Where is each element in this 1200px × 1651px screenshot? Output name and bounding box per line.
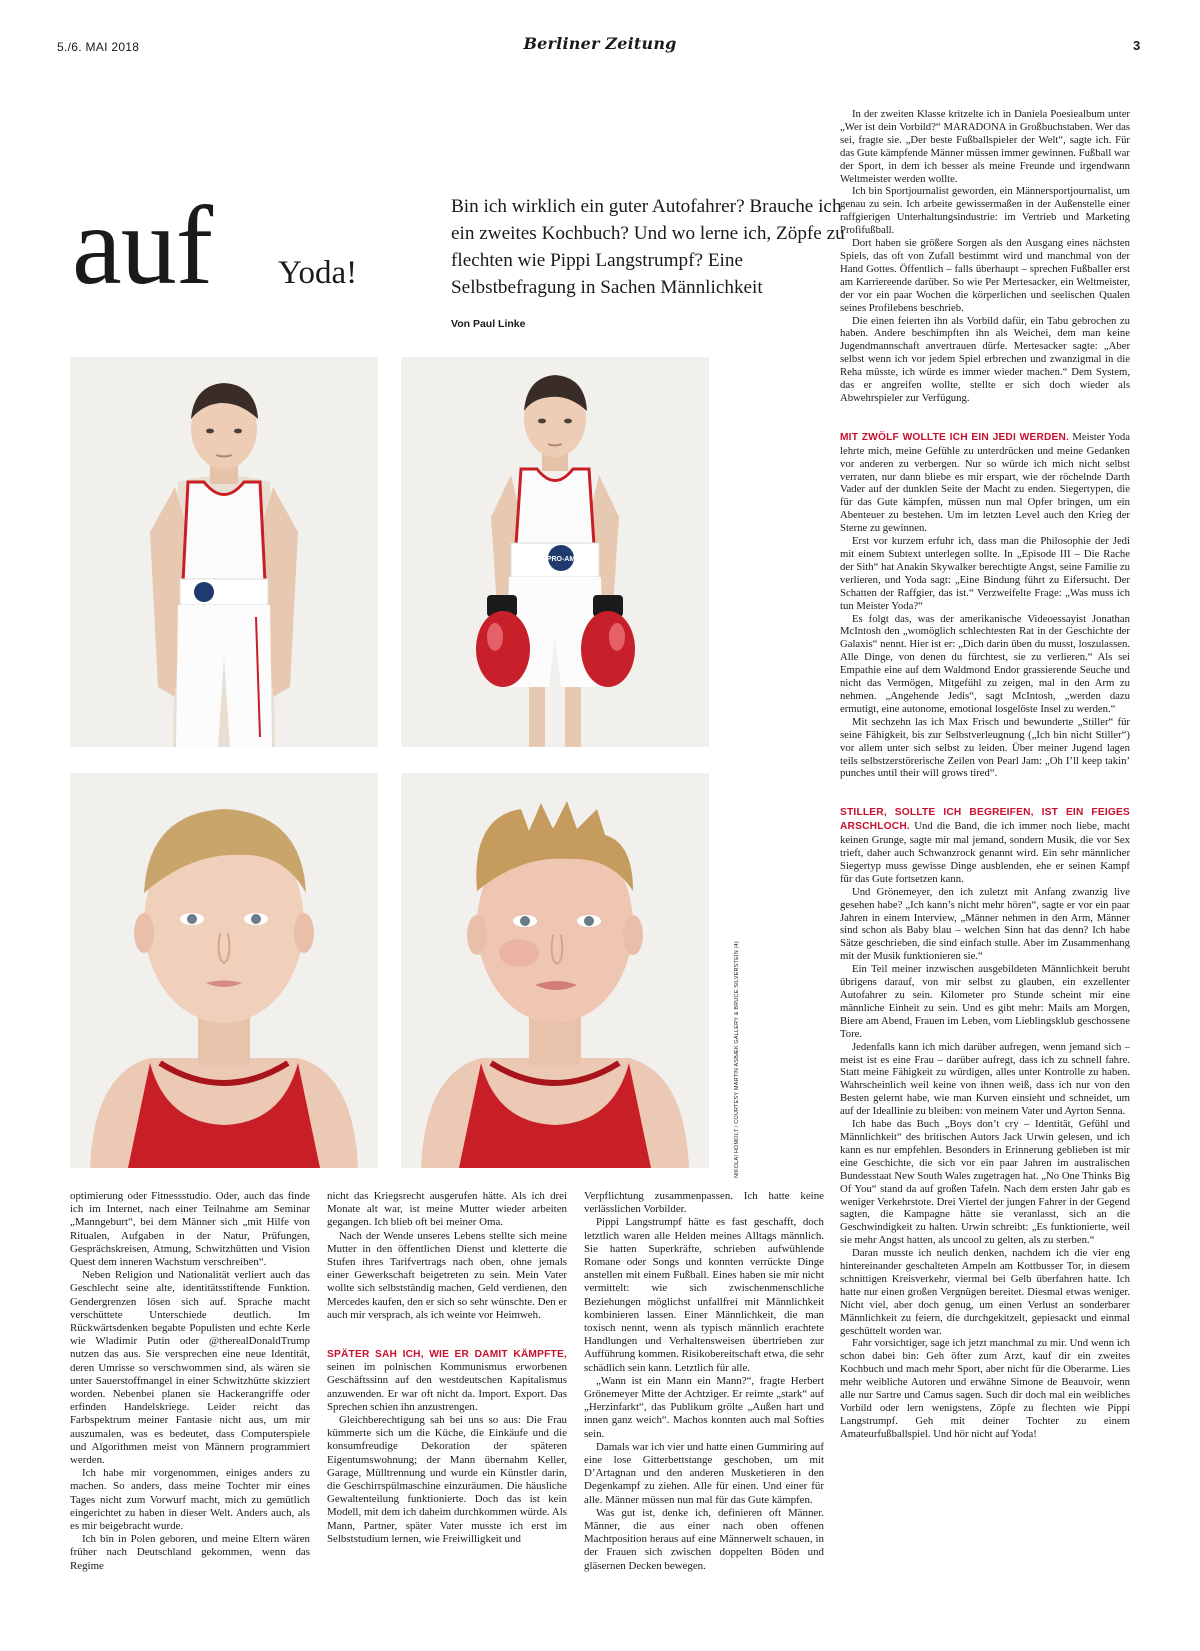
paragraph [327, 1348, 567, 1414]
headline-main: auf [72, 184, 213, 308]
section-lead-in: STILLER, SOLLTE ICH BEGREIFEN, IST EIN FEIGES ARSCHLOCH. [840, 807, 1130, 833]
paragraph: Ich habe das Buch „Boys don’t cry – Identität, Gefühl und Männlichkeit“ des britischen Autors Jack Urwin gelesen, und ich kann es nur empfehlen. Besonders in Erinnerung geblieben ist mir eine Geschichte, die sich vor ein paar Jahren im australischen Bundesstaat New South Wales zugetragen hat. „No One Thinks Big Of You“ stand da auf großen Tafeln. Nach dem ersten Jahr gab es weniger Verkehrstote. Drei Viertel der jungen Fahrer in der Gegend sagten, die Kampagne hätte sie veranlasst, sich an die Geschwindigkeit zu halten. Urwin schreibt: „Es funktionierte, weil sie mehr Angst hatten, als uncool zu gelten, als zu sterben.“ [840, 1118, 1130, 1247]
paragraph: In der zweiten Klasse kritzelte ich in Daniela Poesiealbum unter „Wer ist dein Vorbild?“ MARADONA in Großbuchstaben. Wer das sei, fragte sie. „Der beste Fußballspieler der Welt“, sagte ich. Für das Gute kämpfende Männer müssen immer gewinnen. Fußball war der Sport, in dem ich besser als meine Freunde und irgendwann Weltmeister werden wollte. [840, 108, 1130, 185]
paragraph [840, 431, 1130, 535]
paragraph: Daran musste ich neulich denken, nachdem ich die vier eng hintereinander geschalteten Ampeln am Kottbusser Tor, in diesem schnittigen Kreisverkehr, viermal bei Gelb überfahren hatte. Ich hatte nur einen großen Vergnügen bereitet. Diesmal etwas weniger. Nicht viel, aber doch genug, um einen Verlust an sonderbarer Männlichkeit zu feiern, die durchgekitzelt, gepiesackt und einmal geschüttelt worden war. [840, 1247, 1130, 1337]
paragraph-text: Und die Band, die ich immer noch liebe, macht keinen Grunge, sagte mir mal jemand, sondern Musik, die vor Sex trieft, daher auch Schwanzrock genannt wird. Ein sehr männlicher Siegertyp muss gewisse Dinge ausblenden, ehe er seinen Kampf für das Gute fortsetzen kann. [840, 820, 1130, 885]
paragraph: Verpflichtung zusammenpassen. Ich hatte keine verlässlichen Vorbilder. [584, 1190, 824, 1216]
section-lead-in: MIT ZWÖLF WOLLTE ICH EIN JEDI WERDEN. [840, 431, 1070, 443]
article-column-3 [584, 1190, 824, 1573]
paragraph: Erst vor kurzem erfuhr ich, dass man die Philosophie der Jedi mit einem Subtext unterlegen sollte. In „Episode III – Die Rache der Sith“ hat Anakin Skywalker berechtigte Angst, seine Familie zu verlieren, und Yoda sagt: „Eine Bindung führt zu Eifersucht. Der Schatten der Raffgier, das ist.“ Verzweifelte Frage: „Was muss ich tun Meister Yoda?“ [840, 535, 1130, 612]
belt-text: PRO-AM [546, 556, 576, 563]
photo-blond-boy-portrait [70, 773, 378, 1168]
page-date: 5./6. MAI 2018 [57, 40, 140, 54]
paragraph: Die einen feierten ihn als Vorbild dafür, ein Tabu gebrochen zu haben. Andere beschimpften ihn als Weichei, dem man keine Jugendmannschaft anvertrauen dürfe. Mertesacker sagte: „Aber selbst wenn ich vor jedem Spiel erbrechen und zwanzigmal in die Reha müsste, ich würde es immer wieder machen.“ Dem System, das er angreifen wollte, stellte er sich doch wieder als Abwehrspieler zur Verfügung. [840, 314, 1130, 404]
paragraph: Dort haben sie größere Sorgen als den Ausgang eines nächsten Spiels, das oft von Zufall bestimmt wird und manchmal von der Hand Gottes. Öffentlich – falls überhaupt – sprechen Fußballer erst am Karriereende darüber. So wie Per Mertesacker, ein Weltmeister, der vor ein paar Wochen die körperlichen und seelischen Qualen seines Profilebens beschrieb. [840, 237, 1130, 314]
article-column-4 [840, 108, 1130, 1441]
paragraph: Was gut ist, denke ich, definieren oft Männer. Männer, die aus einer nach oben offenen Machtposition heraus auf eine Männerwelt schauen, in der Frauen sich zwischen doppelten Böden und gläsernen Decken bewegen. [584, 1506, 824, 1572]
paragraph: „Wann ist ein Mann ein Mann?“, fragte Herbert Grönemeyer Mitte der Achtziger. Er reimte „stark“ auf „Herzinfarkt“, das Publikum grölte „Außen hart und innen ganz weich“. Machos konnten auch mal Softies sein. [584, 1374, 824, 1440]
headline-secondary: Yoda! [278, 255, 358, 291]
paragraph: Jedenfalls kann ich mich darüber aufregen, wenn jemand sich – meist ist es eine Frau – darüber aufregt, dass ich zu schnell fahre. Statt meine Fähigkeit zu würdigen, alles unter Kontrolle zu haben. Wahrscheinlich weil keine von ihnen weiß, dass ich nur von den Besten gelernt habe, wie man Kurven einsieht und schneidet, um auf der Ideallinie zu bleiben: von meinem Vater und Ayrton Senna. [840, 1040, 1130, 1118]
paragraph: Mit sechzehn las ich Max Frisch und bewunderte „Stiller“ für seine Fähigkeit, bis zur Selbstverleugnung („Ich bin nicht Stiller“) vor allem unter sich selbst zu leiden. Über meiner Jugend lagen teils selbstzerstörerische Zeilen von Pearl Jam: „Oh I’ll keep takin’ punches until their will grows tired“. [840, 715, 1130, 780]
paragraph: Ich bin in Polen geboren, und meine Eltern wären früher nach Deutschland gekommen, wenn das Regime [70, 1533, 310, 1572]
paragraph: optimierung oder Fitnessstudio. Oder, auch das finde ich im Internet, nach einer Teilnahme am Seminar „Manngeburt“, bei dem Männer sich „mit Hilfe von Ritualen, Aufgaben in der Natur, Prüfungen, Gesprächskreisen, Atmung, Schwitzhütten und Vision Quest dem inneren Wachstum verschreiben“. [70, 1190, 310, 1269]
paragraph-text: Meister Yoda lehrte mich, meine Gefühle zu unterdrücken und meine Gedanken vor anderen zu verbergen. Nur so würde ich mich nicht selbst verraten, nur dann bliebe es mir erspart, wie der röchelnde Darth Vader auf der dunklen Seite der Macht zu enden. Siegertypen, die für das Gute kämpfen, müssen nun mal Opfer bringen, um ein Abenteuer zu bestehen. Um im letzten Level auch den Krieg der Sterne zu gewinnen. [840, 430, 1130, 535]
paragraph: Gleichberechtigung sah bei uns so aus: Die Frau kümmerte sich um die Küche, die Einkäufe und die konsumfreudige Dekoration der späteren Eigentumswohnung; der Mann übernahm Keller, Garage, Mülltrennung und wurde ein Künstler darin, die Geschirrspülmaschine einzuräumen. Die häusliche Gewaltenteilung funktionierte. Doch das ist kein Modell, mit dem ich daheim durchkommen würde. Als Mann, Partner, später Vater musste ich erst im Selbststudium lernen, wie Freiwilligkeit und [327, 1414, 567, 1545]
paragraph: Pippi Langstrumpf hätte es fast geschafft, doch letztlich waren alle Helden meines Alltags männlich. Sie hatten Superkräfte, schrieben aufwühlende Romane oder Songs und konnten verrückte Dinge anstellen mit einem Fußball. Eines haben sie mir nicht vermittelt: wie sich zwischenmenschliche Beziehungen möglichst unfallfrei mit Männlichkeit kombinieren lassen. Einer Männlichkeit, die man toxisch nennt, wenn als typisch männlich erachtete Handlungen und Verhaltensweisen übertrieben zur Aufführung kommen. Risikobereitschaft etwa, die sehr schädlich sein kann. Letztlich für alle. [584, 1216, 824, 1374]
paragraph: nicht das Kriegsrecht ausgerufen hätte. Als ich drei Monate alt war, ist meine Mutter wieder arbeiten gegangen. Ich blieb oft bei meiner Oma. [327, 1190, 567, 1229]
article-column-1 [70, 1190, 310, 1573]
paragraph: Ich bin Sportjournalist geworden, ein Männersportjournalist, um genau zu sein. Ich arbeite gewissermaßen in der Außenstelle einer raffgierigen Unterhaltungsindustrie: im Vertrieb und Marketing Profifußball. [840, 185, 1130, 237]
paragraph: Fahr vorsichtiger, sage ich jetzt manchmal zu mir. Und wenn ich schon dabei bin: Geh öfter zum Arzt, kauf dir ein zweites Kochbuch und mach mehr Sport, aber nicht für die Oberarme. Lies mehr weibliche Autoren und erwähne Simone de Beauvoir, wenn alle nur Sartre und Camus sagen. Such dir doch mal ein weibliches Vorbild oder lern wenigstens, Zöpfe zu flechten wie Pippi Langstrumpf. Geh mit deiner Tochter zu einem Amateurfußballspiel. Und hör nicht auf Yoda! [840, 1337, 1130, 1440]
paragraph-text: seinen im polnischen Kommunismus erworbenen Geschäftssinn auf den westdeutschen Kapitalismus anzuwenden. Er war oft nicht da. Import. Export. Das Sprechen schien ihn anzustrengen. [327, 1361, 567, 1413]
photo-boy-boxing-gloves [401, 357, 709, 747]
paragraph: Ein Teil meiner inzwischen ausgebildeten Männlichkeit beruht übrigens darauf, von mir selbst zu glauben, ein exzellenter Autofahrer zu sein. Kilometer pro Stunde scheint mir eine männliche Einheit zu sein. Und es gibt mehr: Mails am Morgen, Biere am Abend, Frauen im Leben, vom Lieblingsklub geschossene Tore. [840, 963, 1130, 1040]
article-byline: Von Paul Linke [451, 318, 526, 330]
article-deck: Bin ich wirklich ein guter Autofahrer? Brauche ich ein zweites Kochbuch? Und wo lerne ich, Zöpfe zu flechten wie Pippi Langstrumpf? Eine Selbstbefragung in Sachen Männlichkeit [451, 196, 845, 298]
article-column-2 [327, 1190, 567, 1546]
masthead-logo: Berliner Zeitung [523, 34, 677, 53]
section-lead-in: SPÄTER SAH ICH, WIE ER DAMIT KÄMPFTE, [327, 1349, 567, 1361]
paragraph: Damals war ich vier und hatte einen Gummiring auf eine lose Gitterbettstange geschoben, um mit D’Artagnan und den anderen Musketieren in den Degenkampf zu ziehen. Alle für einen. Und einer für alle. Männer müssen nun mal für das Gute kämpfen. [584, 1440, 824, 1506]
photo-credit: NIKOLAI HOMOLT / COURTESY MARTIN ASBÆK GALLERY & BRUCE SILVERSTEIN (4) [734, 941, 740, 1178]
photo-blond-boy-after-fight [401, 773, 709, 1168]
photo-boy-boxing-outfit [70, 357, 378, 747]
paragraph [840, 806, 1130, 885]
paragraph: Ich habe mir vorgenommen, einiges anders zu machen. So anders, dass meine Tochter mir eines Tages nicht zum Vorwurf macht, mich zu gemütlich eingerichtet zu haben in dieser Welt. Anders auch, als es mir beigebracht wurde. [70, 1467, 310, 1533]
page-number: 3 [1133, 38, 1141, 53]
paragraph: Nach der Wende unseres Lebens stellte sich meine Mutter in den öffentlichen Dienst und kletterte die Stufen ihres Tarifvertrags nach oben, ohne jemals einer Gewerkschaft beigetreten zu sein. Mein Vater wollte sich selbstständig machen, Geld verdienen, den Mercedes kaufen, den er sich so sehr wünschte. Den er auch mir versprach, als ich weinte vor Heimweh. [327, 1229, 567, 1321]
paragraph: Und Grönemeyer, den ich zuletzt mit Anfang zwanzig live gesehen habe? „Ich kann’s nicht mehr hören“, sagte er vor ein paar Jahren in einem Interview, „Männer nehmen in den Arm, Männer sind schon als Baby blau – welchen Sinn hat das denn? Ich habe Sätze geschrieben, die sind einfach stulle. Aber im Zusammenhang mit der Musik funktionieren sie.“ [840, 885, 1130, 963]
paragraph: Es folgt das, was der amerikanische Videoessayist Jonathan McIntosh den „womöglich schlechtesten Rat in der Geschichte der Galaxis“ nennt. Hier ist er: „Dich darin üben du musst, loszulassen. Alle Dinge, von denen du fürchtest, sie zu verlieren.“ Als sei Empathie eine auf dem Waldmond Endor grassierende Seuche und nicht das Vermögen, Mitgefühl zu zeigen, mal in den Arm zu nehmen. „Angehende Jedis“, sagt McIntosh, „werden dazu ermutigt, eine autonome, emotional losgelöste Insel zu werden.“ [840, 612, 1130, 715]
paragraph: Neben Religion und Nationalität verliert auch das Geschlecht seine alte, identitätsstiftende Funktion. Gendergrenzen lösen sich auf. Sprache macht verschüttete Unterschiede deutlich. Im Rückwärtsdenken begabte Populisten und echte Kerle wie Wladimir Putin oder @therealDonaldTrump nutzen das aus. Sie versprechen eine neue Identität, deren Umrisse so verschwommen sind, als wären sie unter Sauerstoffmangel in einer Schwitzhütte skizziert worden. Nebenbei planen sie Hackerangriffe oder erfinden Handelskriege. Leider reicht das Farbspektrum meiner Fantasie nicht aus, um mir auszumalen, was es bedeutet, dass Computerspiele und Algorithmen meist von Männern programmiert werden. [70, 1269, 310, 1467]
